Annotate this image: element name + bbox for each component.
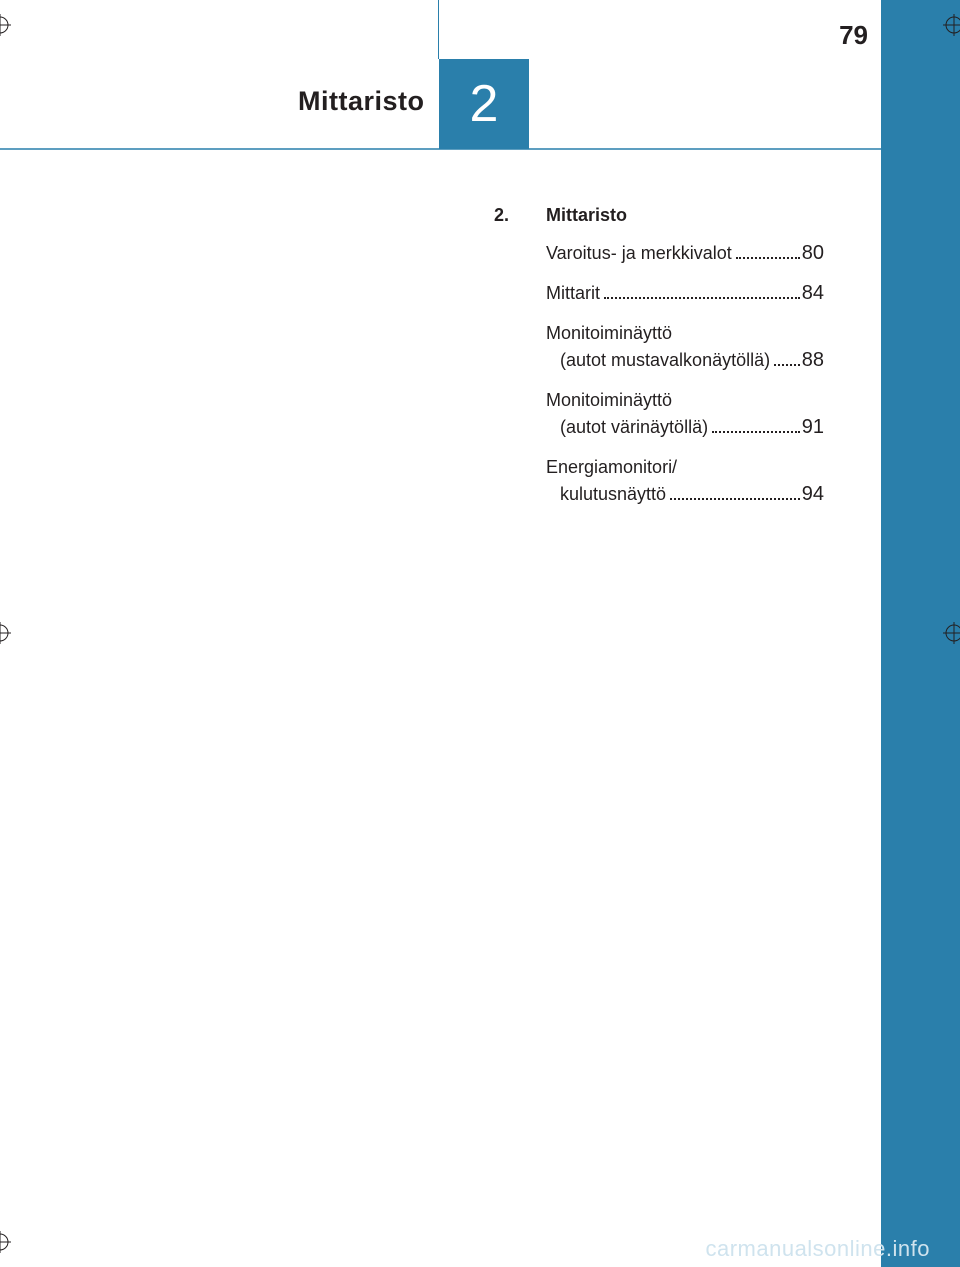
toc-entry[interactable] [546,280,824,307]
toc-entry-title: Varoitus- ja merkkivalot [546,243,732,263]
header-divider [438,0,439,59]
toc-entry-subtitle: (autot mustavalkonäytöllä) [560,350,771,370]
toc-leader-dots [736,257,800,259]
toc-entry[interactable] [546,387,824,441]
toc-section-heading [494,205,824,226]
watermark: carmanualsonline.info [705,1236,930,1261]
toc-section-number: 2. [494,205,510,225]
toc-entry-page: 91 [801,416,824,438]
toc-section-title: Mittaristo [546,205,627,225]
toc-leader-dots [670,498,800,500]
registration-mark-icon [943,14,960,36]
toc-entry-title: Monitoiminäyttö [546,390,673,410]
toc-leader-dots [604,297,800,299]
page-number: 79 [839,20,868,50]
registration-mark-icon [0,14,11,36]
toc-entry[interactable] [546,240,824,267]
toc-entry-page: 80 [801,242,824,264]
toc-entry-title: Energiamonitori/ [546,457,678,477]
toc-entry-page: 88 [801,349,824,371]
toc-entry[interactable] [546,454,824,508]
chapter-title: Mittaristo [298,86,425,116]
registration-mark-icon [0,1231,11,1253]
chapter-number-badge: 2 [439,59,529,149]
registration-mark-icon [0,622,11,644]
toc-leader-dots [712,431,800,433]
toc-entry-page: 94 [801,483,824,505]
toc-entry-subtitle: kulutusnäyttö [560,484,667,504]
table-of-contents [494,205,824,521]
toc-entry-title: Mittarit [546,283,600,303]
toc-leader-dots [774,364,800,366]
registration-mark-icon [943,622,960,644]
toc-entry[interactable] [546,320,824,374]
toc-entry-subtitle: (autot värinäytöllä) [560,417,709,437]
toc-entry-title: Monitoiminäyttö [546,323,673,343]
toc-entry-page: 84 [801,282,824,304]
